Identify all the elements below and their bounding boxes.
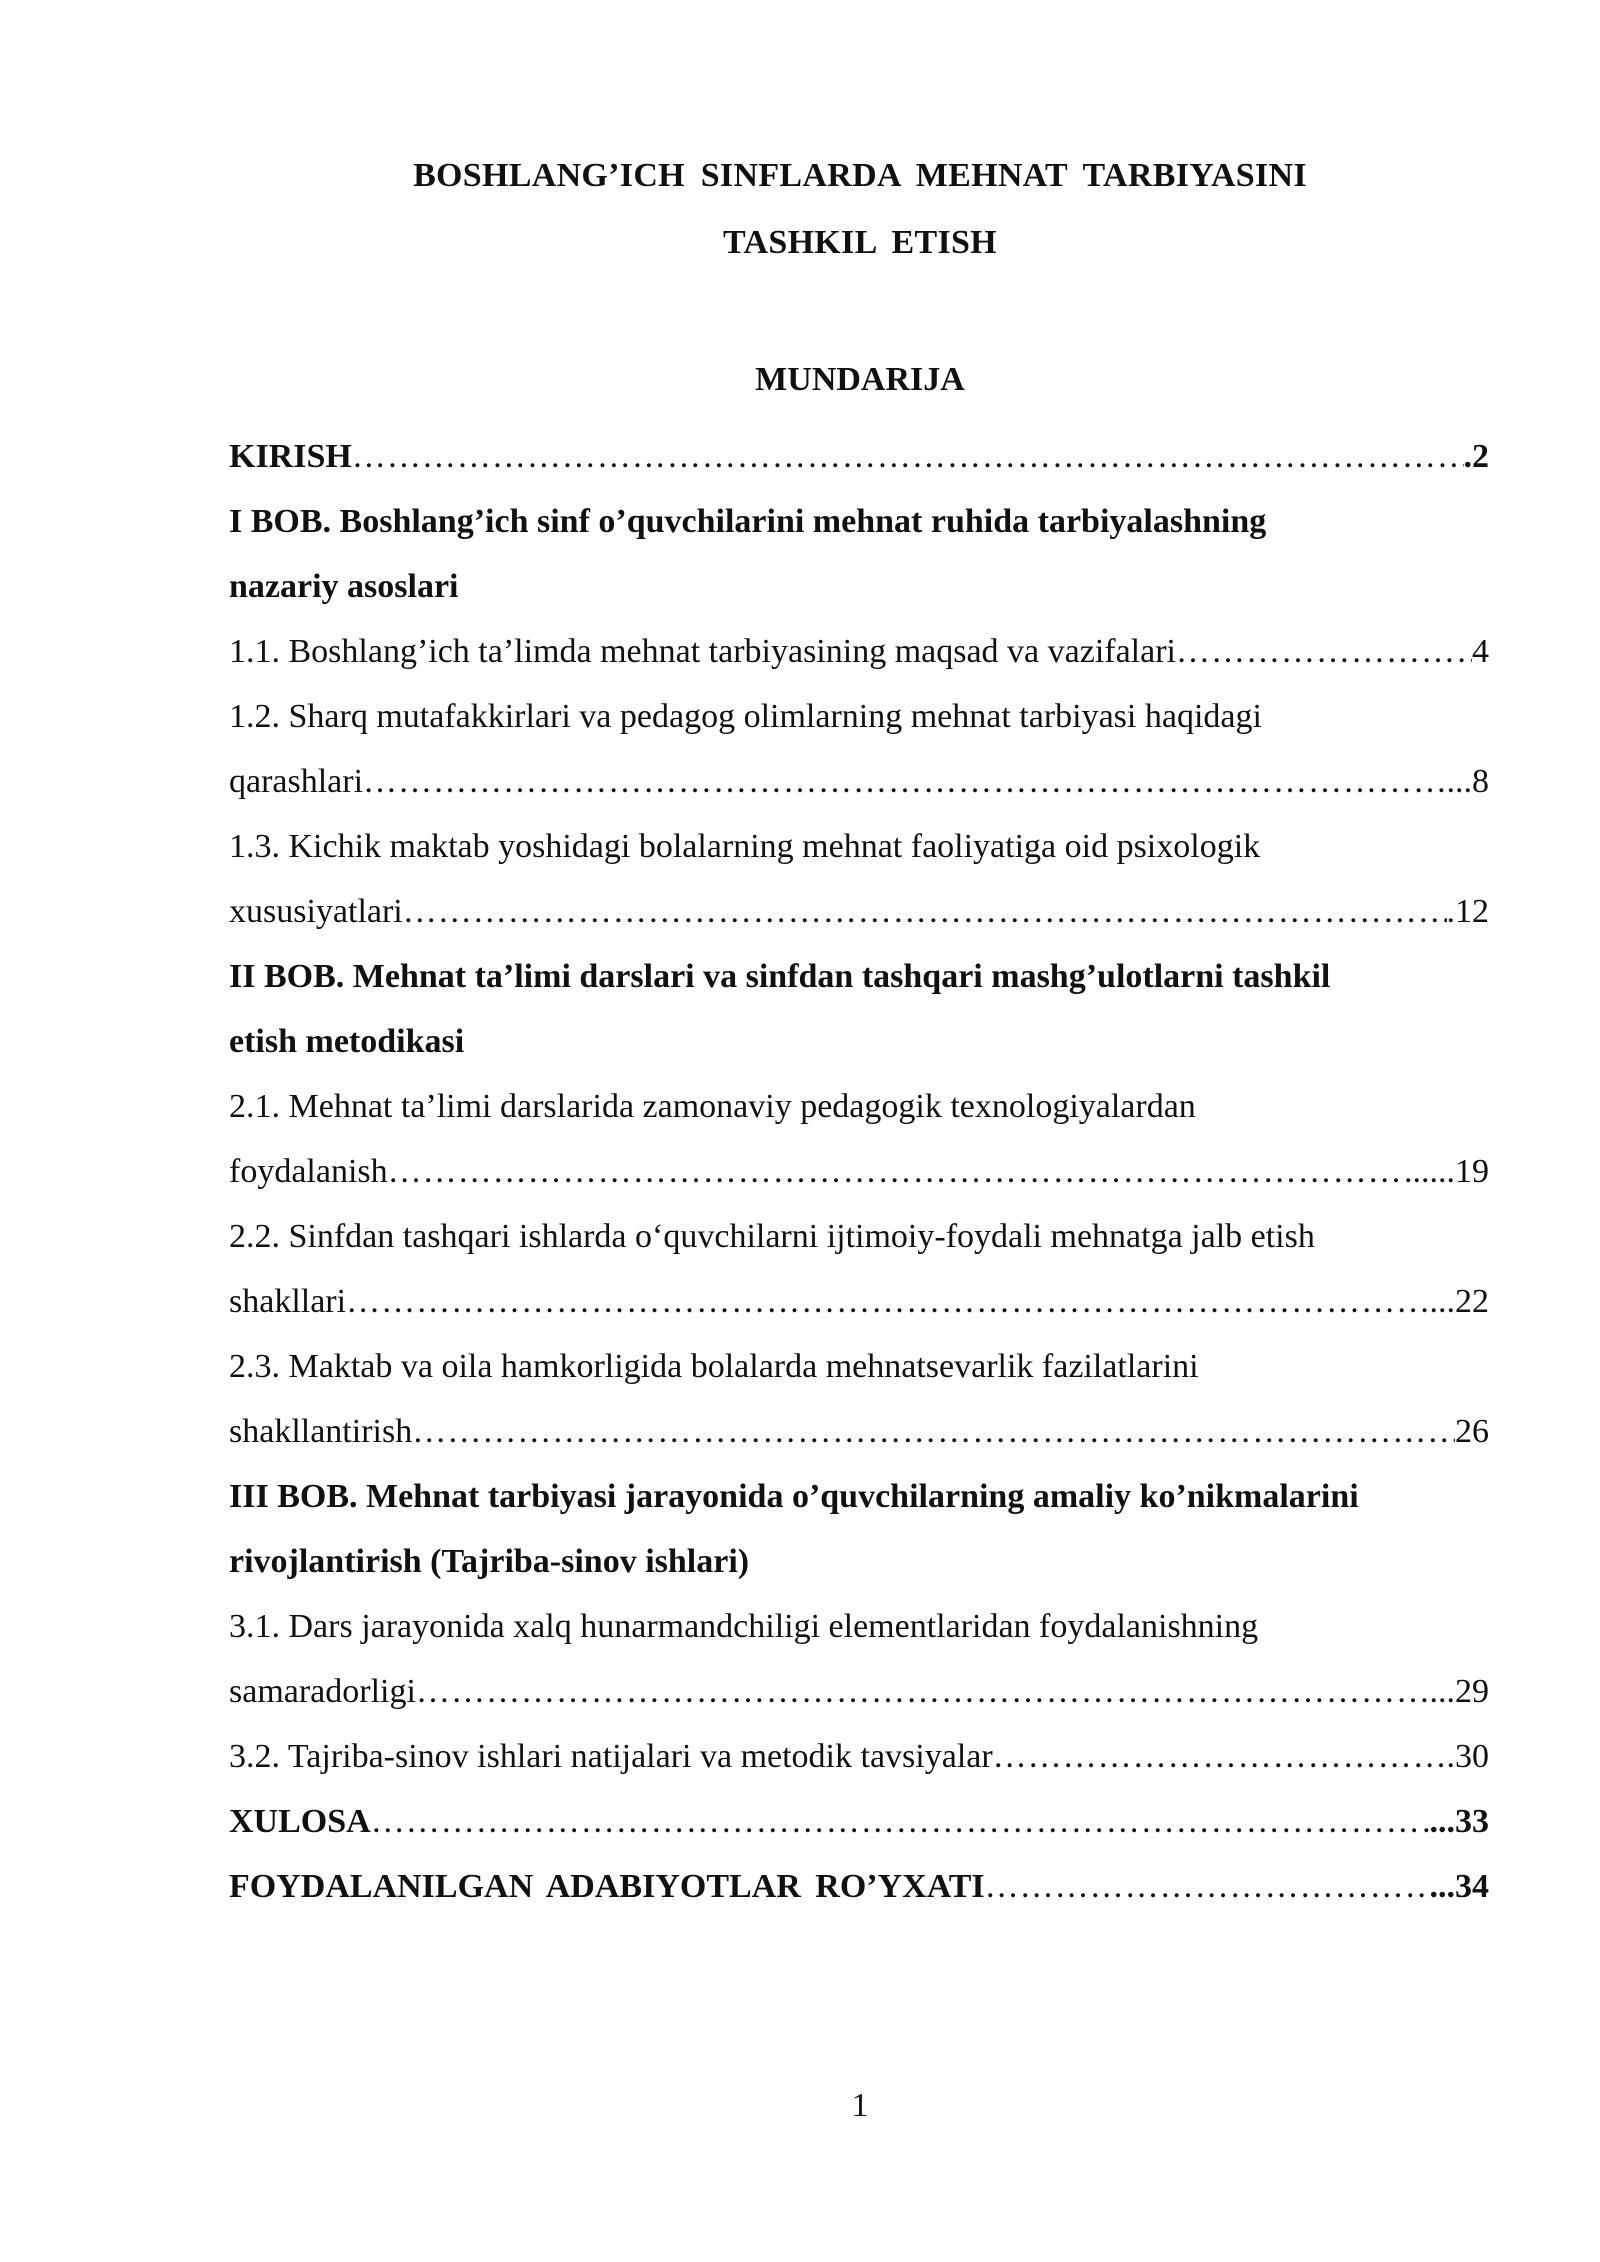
toc-entry-text: shakllari — [229, 1283, 347, 1320]
document-title-line-2: TASHKIL ETISH — [723, 224, 997, 261]
table-of-contents — [229, 424, 1489, 1919]
toc-entry-1-2[interactable] — [229, 749, 1489, 814]
toc-leader-dots — [993, 1724, 1447, 1789]
toc-entry-1-2-line-1[interactable]: 1.2. Sharq mutafakkirlari va pedagog olimlarning mehnat tarbiyasi haqidagi — [229, 698, 1262, 735]
toc-page-number: .30 — [1446, 1738, 1489, 1775]
toc-page-number: ...34 — [1429, 1868, 1489, 1905]
toc-leader-dots — [363, 749, 1446, 814]
toc-entry-text: shakllantirish — [229, 1413, 413, 1450]
toc-leader-dots — [985, 1854, 1430, 1919]
toc-entry-text: FOYDALANILGAN ADABIYOTLAR RO’YXATI — [229, 1868, 985, 1905]
toc-entry-text: 3.2. Tajriba-sinov ishlari natijalari va metodik tavsiyalar — [229, 1738, 993, 1775]
toc-leader-dots — [412, 1399, 1455, 1464]
toc-entry-2-2-line-1[interactable]: 2.2. Sinfdan tashqari ishlarda o‘quvchilarni ijtimoiy-foydali mehnatga jalb etish — [229, 1218, 1315, 1255]
toc-chapter-2-line-1[interactable]: II BOB. Mehnat ta’limi darslari va sinfdan tashqari mashg’ulotlarni tashkil — [229, 958, 1331, 995]
toc-page-number: ...29 — [1429, 1673, 1489, 1710]
toc-page-number: ...8 — [1446, 763, 1489, 800]
toc-entry-text: XULOSA — [229, 1803, 371, 1840]
toc-entry-2-1-line-1[interactable]: 2.1. Mehnat ta’limi darslarida zamonaviy pedagogik texnologiyalardan — [229, 1088, 1196, 1125]
toc-page-number: .12 — [1446, 893, 1489, 930]
toc-page-number: 4 — [1472, 633, 1489, 670]
toc-entry-2-3[interactable] — [229, 1399, 1489, 1464]
toc-entry-text: xususiyatlari — [229, 893, 403, 930]
toc-entry-text: foydalanish — [229, 1153, 388, 1190]
toc-leader-dots — [1176, 619, 1472, 684]
toc-page-number: ...33 — [1429, 1803, 1489, 1840]
toc-entry-3-1-line-1[interactable]: 3.1. Dars jarayonida xalq hunarmandchiligi elementlaridan foydalanishning — [229, 1608, 1259, 1645]
toc-chapter-3-line-2[interactable]: rivojlantirish (Tajriba-sinov ishlari) — [229, 1543, 750, 1580]
toc-entry-2-2[interactable] — [229, 1269, 1489, 1334]
toc-chapter-1-line-1[interactable]: I BOB. Boshlang’ich sinf o’quvchilarini mehnat ruhida tarbiyalashning — [229, 503, 1267, 540]
toc-leader-dots — [388, 1139, 1413, 1204]
toc-leader-dots — [371, 1789, 1430, 1854]
page-number: 1 — [851, 2087, 869, 2124]
toc-entry-2-3-line-1[interactable]: 2.3. Maktab va oila hamkorligida bolalarda mehnatsevarlik fazilatlarini — [229, 1348, 1199, 1385]
toc-entry-text: samaradorligi — [229, 1673, 416, 1710]
toc-entry-1-1[interactable] — [229, 619, 1489, 684]
document-title-line-1: BOSHLANG’ICH SINFLARDA MEHNAT TARBIYASINI — [413, 157, 1307, 194]
toc-entry-xulosa[interactable] — [229, 1789, 1489, 1854]
toc-page-number: 26 — [1455, 1413, 1489, 1450]
toc-page-number: ...22 — [1429, 1283, 1489, 1320]
toc-leader-dots — [416, 1659, 1430, 1724]
toc-leader-dots — [346, 1269, 1429, 1334]
toc-chapter-3-line-1[interactable]: III BOB. Mehnat tarbiyasi jarayonida o’quvchilarning amaliy ko’nikmalarini — [229, 1478, 1359, 1515]
toc-entry-text: KIRISH — [229, 438, 352, 475]
toc-chapter-1-line-2[interactable]: nazariy asoslari — [229, 568, 459, 605]
toc-page-number: .2 — [1463, 438, 1489, 475]
toc-leader-dots — [403, 879, 1447, 944]
toc-entry-text: 1.1. Boshlang’ich ta’limda mehnat tarbiyasining maqsad va vazifalari — [229, 633, 1176, 670]
toc-entry-1-3[interactable] — [229, 879, 1489, 944]
toc-leader-dots — [352, 424, 1464, 489]
toc-entry-kirish[interactable] — [229, 424, 1489, 489]
toc-heading: MUNDARIJA — [755, 361, 965, 398]
toc-entry-2-1[interactable] — [229, 1139, 1489, 1204]
toc-entry-3-2[interactable] — [229, 1724, 1489, 1789]
toc-page-number: .....19 — [1412, 1153, 1489, 1190]
toc-entry-adabiyotlar[interactable] — [229, 1854, 1489, 1919]
toc-entry-3-1[interactable] — [229, 1659, 1489, 1724]
toc-entry-text: qarashlari — [229, 763, 364, 800]
toc-entry-1-3-line-1[interactable]: 1.3. Kichik maktab yoshidagi bolalarning mehnat faoliyatiga oid psixologik — [229, 828, 1261, 865]
toc-chapter-2-line-2[interactable]: etish metodikasi — [229, 1023, 465, 1060]
